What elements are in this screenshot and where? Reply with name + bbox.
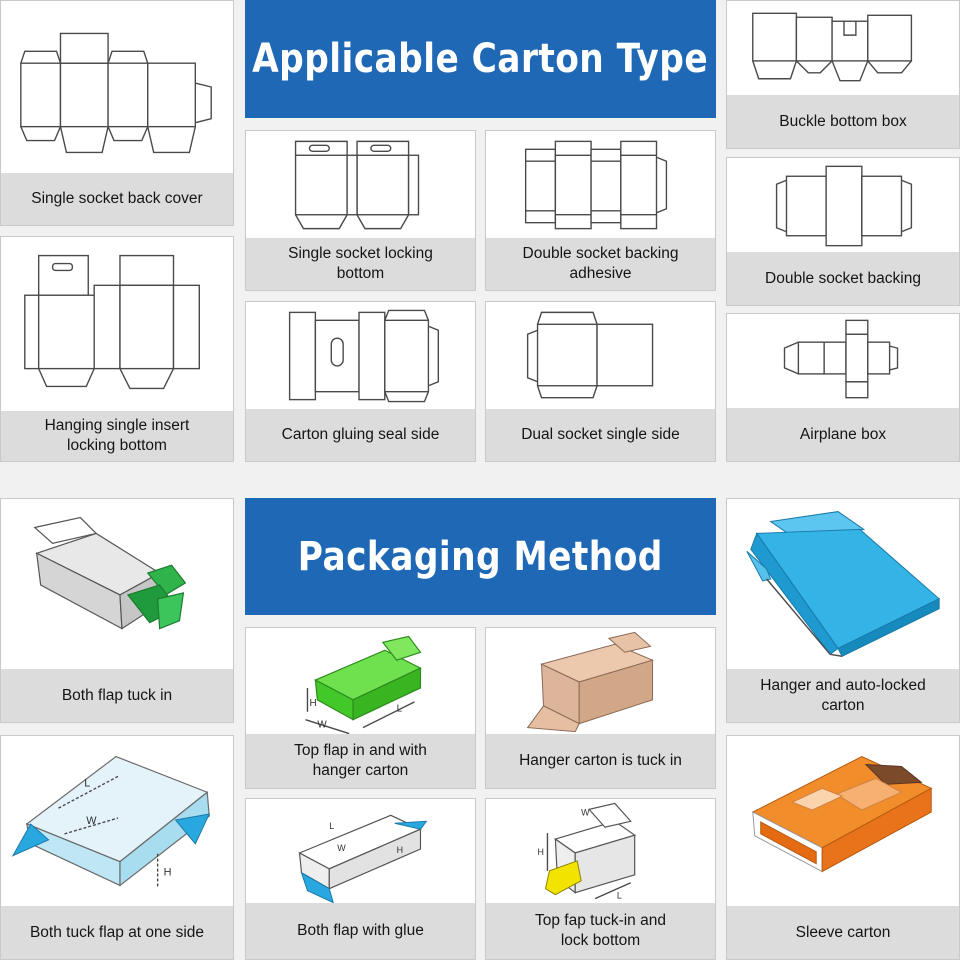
card-label: Double socket backing adhesive — [486, 238, 715, 290]
dieline-hanging-single-insert — [1, 237, 233, 409]
card-double-socket-backing-adhesive — [485, 130, 716, 291]
section-title: Applicable Carton Type — [252, 36, 709, 82]
box-illustration-both-flap-tuck-in — [1, 499, 233, 669]
box-illustration-both-tuck-flap-one-side — [1, 736, 233, 906]
dieline-airplane-box — [727, 314, 959, 410]
card-label: Dual socket single side — [486, 409, 715, 461]
box-illustration-sleeve-carton — [727, 736, 959, 906]
card-both-tuck-flap-one-side — [0, 735, 234, 960]
dimension-width: W — [337, 843, 346, 854]
card-label: Hanger and auto-locked carton — [727, 669, 959, 722]
dimension-height: H — [537, 846, 544, 857]
card-top-fap-tuck-lock-bottom — [485, 798, 716, 960]
dieline-double-socket-backing — [727, 158, 959, 254]
card-label: Both tuck flap at one side — [1, 906, 233, 959]
dimension-width: W — [317, 719, 327, 731]
box-illustration-hanger-auto-locked — [727, 499, 959, 659]
card-sleeve-carton — [726, 735, 960, 960]
dieline-single-socket-locking-bottom — [246, 131, 475, 239]
banner-packaging-method — [245, 498, 716, 615]
box-illustration-both-flap-with-glue — [246, 799, 475, 905]
dimension-width: W — [581, 807, 590, 818]
card-hanger-auto-locked-carton — [726, 498, 960, 723]
card-label: Top fap tuck-in and lock bottom — [486, 903, 715, 959]
card-label: Double socket backing — [727, 252, 959, 305]
dieline-dual-socket-single-side — [486, 302, 715, 410]
dimension-length: L — [616, 890, 622, 901]
card-buckle-bottom-box — [726, 0, 960, 149]
dieline-buckle-bottom-box — [727, 1, 959, 97]
card-label: Hanger carton is tuck in — [486, 734, 715, 788]
card-label: Both flap with glue — [246, 903, 475, 959]
card-single-socket-locking-bottom — [245, 130, 476, 291]
card-label: Both flap tuck in — [1, 669, 233, 722]
dimension-height: H — [396, 844, 404, 855]
card-hanger-carton-tuck-in — [485, 627, 716, 789]
card-carton-gluing-seal-side — [245, 301, 476, 462]
card-airplane-box — [726, 313, 960, 462]
box-illustration-hanger-tuck-in — [486, 628, 715, 736]
dieline-single-socket-back-cover — [1, 1, 233, 171]
section-title: Packaging Method — [297, 533, 664, 580]
dieline-carton-gluing-seal-side — [246, 302, 475, 410]
dieline-double-socket-backing-adhesive — [486, 131, 715, 239]
card-hanging-single-insert — [0, 236, 234, 462]
box-illustration-top-fap-tuck-lock — [486, 799, 715, 905]
card-label: Sleeve carton — [727, 906, 959, 959]
card-dual-socket-single-side — [485, 301, 716, 462]
card-top-flap-hanger-carton — [245, 627, 476, 789]
dimension-height: H — [309, 697, 317, 709]
card-single-socket-back-cover — [0, 0, 234, 226]
card-label: Hanging single insert locking bottom — [1, 411, 233, 461]
card-both-flap-tuck-in — [0, 498, 234, 723]
card-double-socket-backing — [726, 157, 960, 306]
card-label: Single socket locking bottom — [246, 238, 475, 290]
card-label: Single socket back cover — [1, 173, 233, 225]
dimension-width: W — [86, 814, 97, 827]
card-both-flap-with-glue — [245, 798, 476, 960]
dimension-height: H — [163, 866, 172, 879]
card-label: Airplane box — [727, 408, 959, 461]
banner-applicable-carton-type — [245, 0, 716, 118]
card-label: Buckle bottom box — [727, 95, 959, 148]
card-label: Carton gluing seal side — [246, 409, 475, 461]
dimension-length: L — [84, 777, 91, 790]
card-label: Top flap in and with hanger carton — [246, 734, 475, 788]
box-illustration-top-flap-hanger — [246, 628, 475, 736]
dimension-length: L — [329, 821, 335, 832]
dimension-length: L — [396, 703, 403, 715]
